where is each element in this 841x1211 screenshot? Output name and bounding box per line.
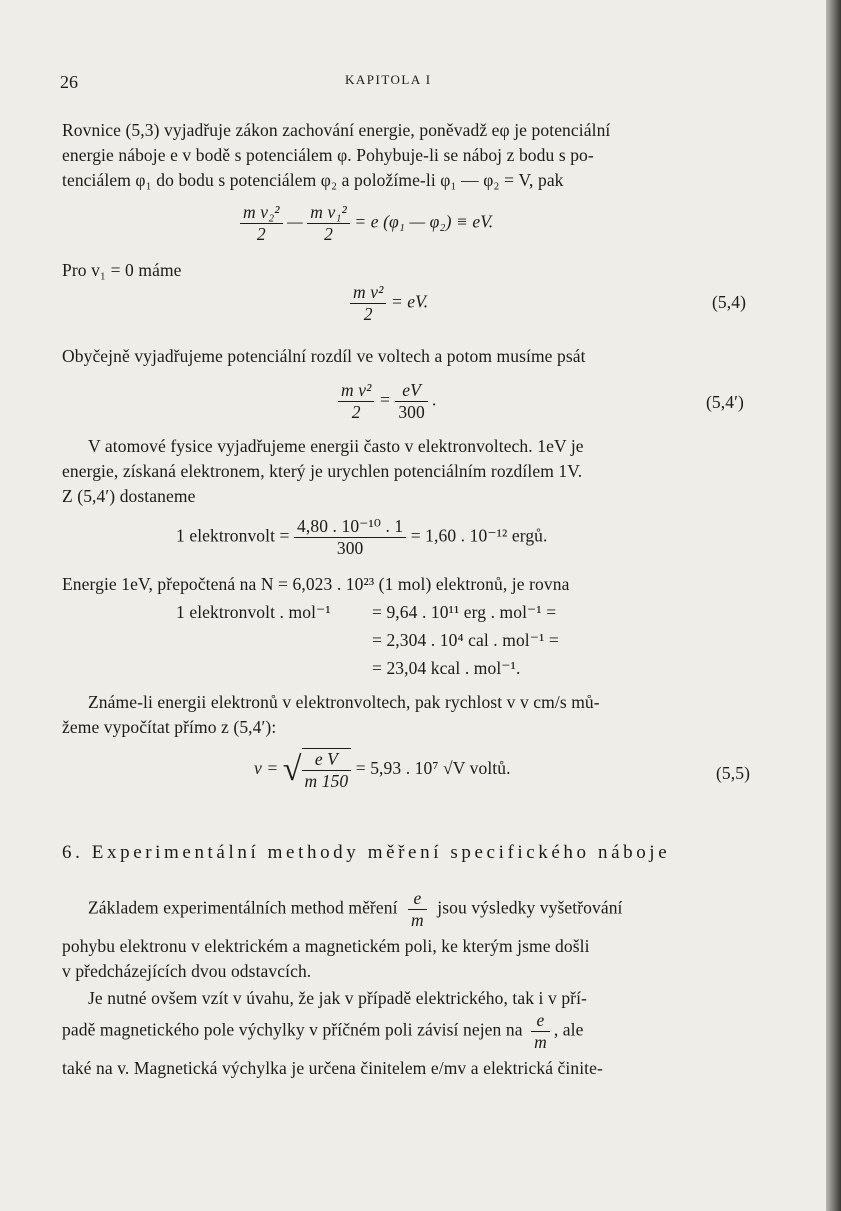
paragraph-text: jsou výsledky vyšetřování	[437, 897, 623, 918]
paragraph-line: v předcházejících dvou odstavcích.	[62, 961, 312, 981]
paragraph-line: Je nutné ovšem vzít v úvahu, že jak v případě elektrického, tak i v pří-	[88, 988, 587, 1008]
conversion-value: = 9,64 . 10¹¹ erg . mol⁻¹ =	[372, 602, 557, 622]
paragraph-line: také na v. Magnetická výchylka je určena činitelem e/mv a elektrická činite-	[62, 1058, 603, 1078]
page-number: 26	[60, 72, 78, 92]
equation-denominator: 300	[398, 402, 425, 422]
equation-energy-diff	[240, 202, 493, 245]
equation-numerator: m v₁²	[307, 202, 350, 224]
equation-numerator: m v₂²	[240, 202, 283, 224]
equation-label: (5,4′)	[706, 392, 744, 412]
equation-denominator: m 150	[304, 771, 349, 791]
equation-5-5	[254, 748, 511, 792]
paragraph-line: energie náboje e v bodě s potenciálem φ. Pohybuje-li se náboj z bodu s po-	[62, 145, 594, 165]
paragraph-line: žeme vypočítat přímo z (5,4′):	[62, 717, 277, 737]
equation-5-4-prime	[338, 380, 437, 423]
equation-lhs: v =	[254, 758, 279, 779]
equation-numerator: e	[408, 888, 427, 910]
paragraph-line	[62, 1010, 583, 1053]
equation-numerator: e V	[302, 749, 352, 771]
equation-rhs: = e (φ₁ — φ₂) ≡ eV.	[354, 211, 494, 232]
equation-denominator: 2	[324, 224, 333, 244]
equation-lhs: 1 elektronvolt =	[176, 525, 290, 546]
paragraph-line	[88, 888, 623, 931]
equation-dot: .	[432, 389, 437, 410]
equation-5-4	[350, 282, 428, 325]
conversion-value: = 2,304 . 10⁴ cal . mol⁻¹ =	[372, 630, 559, 650]
equation-denominator: m	[411, 910, 424, 930]
pro-v1-text: Pro v₁ = 0 máme	[62, 260, 182, 280]
running-title: KAPITOLA I	[345, 72, 432, 87]
paragraph-line: Známe-li energii elektronů v elektronvoltech, pak rychlost v v cm/s mů-	[88, 692, 600, 712]
equation-numerator: 4,80 . 10⁻¹⁰ . 1	[294, 516, 406, 538]
equation-denominator: m	[534, 1032, 547, 1052]
equation-denominator: 2	[256, 224, 266, 244]
equation-label: (5,4)	[712, 292, 747, 312]
sqrt-icon: √	[282, 751, 302, 788]
paragraph-line: V atomové fysice vyjadřujeme energii často v elektronvoltech. 1eV je	[88, 436, 584, 456]
equation-numerator: eV	[395, 380, 428, 402]
equation-numerator: e	[531, 1010, 550, 1032]
equation-operator: =	[378, 389, 391, 410]
equation-rhs: = eV.	[390, 291, 429, 312]
paragraph-line: Z (5,4′) dostaneme	[62, 486, 196, 506]
section-heading: 6. Experimentální methody měření specifického náboje	[62, 842, 671, 863]
paragraph-line: Rovnice (5,3) vyjadřuje zákon zachování energie, poněvadž eφ je potenciální	[62, 120, 611, 140]
equation-operator: —	[287, 211, 303, 232]
paragraph-text: , ale	[553, 1019, 584, 1040]
equation-rhs: = 5,93 . 10⁷ √V voltů.	[355, 758, 511, 779]
page-edge	[826, 0, 841, 1211]
equation-label: (5,5)	[716, 763, 751, 783]
paragraph-line: energie, získaná elektronem, který je urychlen potenciálním rozdílem 1V.	[62, 461, 583, 481]
equation-rhs: = 1,60 . 10⁻¹² ergů.	[410, 525, 548, 546]
paragraph-line: Energie 1eV, přepočtená na N = 6,023 . 10²³ (1 mol) elektronů, je rovna	[62, 574, 570, 594]
equation-denominator: 2	[363, 304, 373, 324]
paragraph-line: pohybu elektronu v elektrickém a magnetickém poli, ke kterým jsme došli	[62, 936, 590, 956]
equation-denominator: 2	[351, 402, 361, 422]
equation-numerator: m v²	[350, 282, 386, 304]
paragraph-text: padě magnetického pole výchylky v příčném poli závisí nejen na	[62, 1019, 523, 1040]
paragraph-line: tenciálem φ₁ do bodu s potenciálem φ₂ a položíme-li φ₁ — φ₂ = V, pak	[62, 170, 564, 190]
paragraph-text: Základem experimentálních method měření	[88, 897, 398, 918]
conversion-lhs: 1 elektronvolt . mol⁻¹	[176, 602, 331, 622]
conversion-value: = 23,04 kcal . mol⁻¹.	[372, 658, 521, 678]
equation-electronvolt	[176, 516, 548, 559]
equation-numerator: m v²	[338, 380, 374, 402]
paragraph-line: Obyčejně vyjadřujeme potenciální rozdíl ve voltech a potom musíme psát	[62, 346, 586, 366]
equation-denominator: 300	[336, 538, 364, 558]
